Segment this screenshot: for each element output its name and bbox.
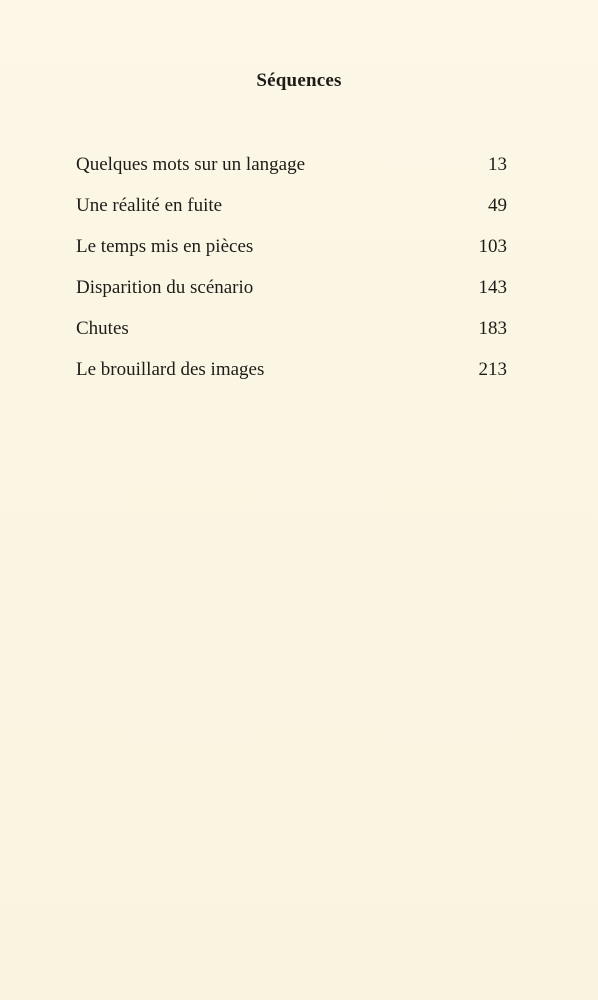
toc-entry-page-number: 143: [478, 277, 507, 298]
toc-entry: [76, 314, 507, 355]
toc-entry-title: Le temps mis en pièces: [76, 236, 254, 257]
toc-entry-title: Disparition du scénario: [76, 277, 254, 298]
toc-entry: [76, 191, 507, 232]
toc-entry-title: Le brouillard des images: [76, 359, 265, 380]
toc-entry-page-number: 103: [478, 236, 507, 257]
toc-entry-title: Une réalité en fuite: [76, 195, 223, 216]
page-title: Séquences: [256, 70, 342, 91]
toc-entry-page-number: 183: [478, 318, 507, 339]
table-of-contents: [76, 150, 507, 396]
toc-entry-title: Quelques mots sur un langage: [76, 154, 306, 175]
toc-entry: [76, 355, 507, 396]
toc-entry: [76, 273, 507, 314]
toc-entry-title: Chutes: [76, 318, 129, 339]
toc-entry-page-number: 213: [478, 359, 507, 380]
toc-entry: [76, 150, 507, 191]
toc-entry-page-number: 13: [488, 154, 507, 175]
toc-entry-page-number: 49: [488, 195, 507, 216]
toc-entry: [76, 232, 507, 273]
